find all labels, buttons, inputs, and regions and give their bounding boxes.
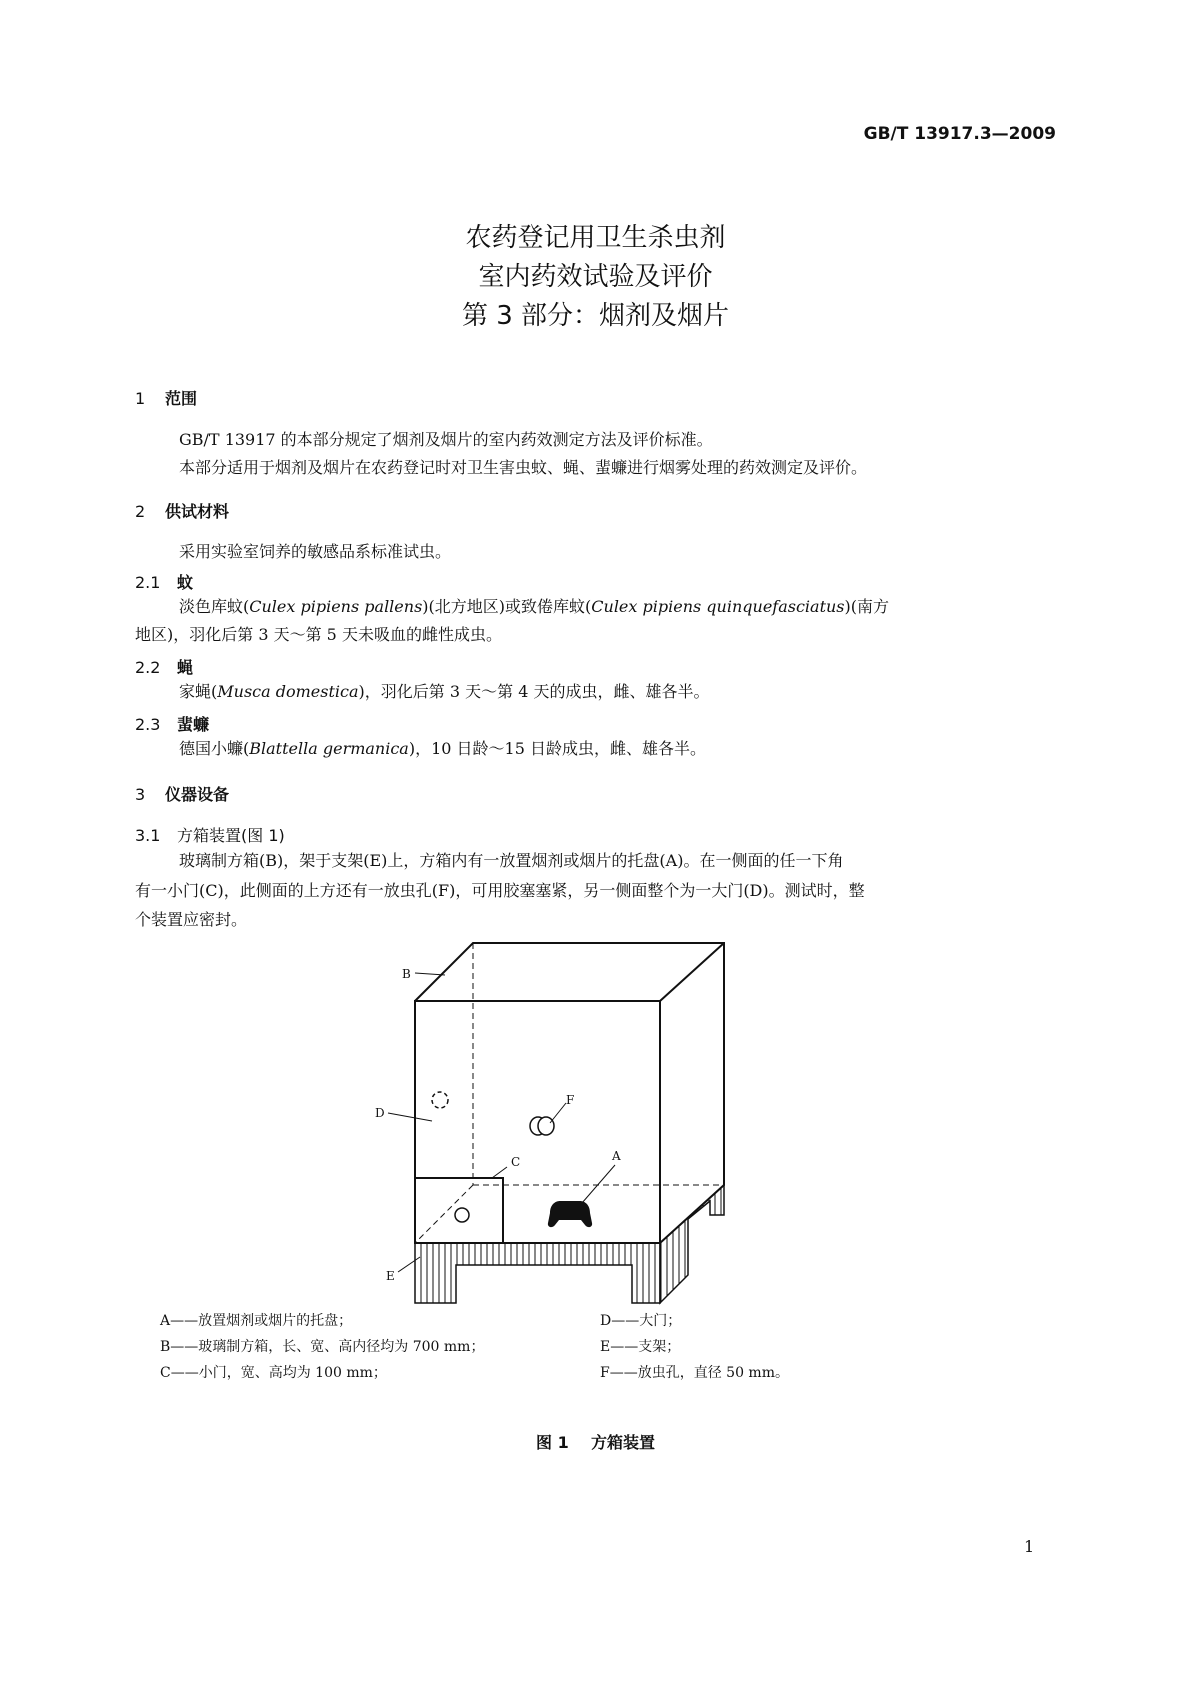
door-handle	[432, 1092, 448, 1108]
label-C: C	[511, 1155, 521, 1169]
section-3-1-heading	[135, 823, 285, 846]
section-3-1-line-1: 玻璃制方箱(B)，架于支架(E)上，方箱内有一放置烟剂或烟片的托盘(A)。在一侧面的任一下角	[179, 851, 844, 870]
section-3-1-line-2: 有一小门(C)，此侧面的上方还有一放虫孔(F)，可用胶塞塞紧，另一侧面整个为一大门(D)。测试时，整	[135, 881, 865, 900]
section-2-para-1: 采用实验室饲养的敏感品系标准试虫。	[179, 542, 452, 561]
label-F: F	[566, 1093, 575, 1107]
scientific-name: Culex pipiens pallens	[249, 597, 423, 616]
section-number: 2.2	[135, 658, 161, 677]
legend-C: C——小门，宽、高均为 100 mm；	[160, 1365, 387, 1381]
section-title: 范围	[165, 389, 198, 408]
section-2-1-heading	[135, 570, 193, 593]
section-1-para-1: GB/T 13917 的本部分规定了烟剂及烟片的室内药效测定方法及评价标准。	[179, 430, 713, 449]
section-2-1-para-cont: 地区)，羽化后第 3 天～第 5 天未吸血的雌性成虫。	[135, 625, 502, 644]
section-2-3-para: 德国小蠊(Blattella germanica)，10 日龄～15 日龄成虫，雌、雄各半。	[179, 739, 706, 758]
label-D: D	[375, 1106, 385, 1120]
standard-number: GB/T 13917.3—2009	[863, 124, 1056, 144]
section-title: 蝇	[177, 658, 194, 677]
section-number: 2	[135, 502, 146, 521]
title-line-1: 农药登记用卫生杀虫剂	[465, 223, 726, 253]
leader-lines	[388, 973, 615, 1272]
section-title: 方箱装置(图 1)	[177, 826, 285, 845]
insect-hole	[538, 1117, 554, 1135]
label-E: E	[386, 1269, 395, 1283]
section-number: 1	[135, 389, 146, 408]
section-number: 3	[135, 785, 146, 804]
section-title: 蜚蠊	[177, 715, 210, 734]
title-line-2: 室内药效试验及评价	[478, 262, 713, 292]
section-2-2-para: 家蝇(Musca domestica)，羽化后第 3 天～第 4 天的成虫，雌、雄各半。	[179, 682, 710, 701]
scientific-name: Blattella germanica	[249, 739, 409, 758]
legend-D: D——大门；	[600, 1313, 682, 1329]
label-B: B	[402, 967, 411, 981]
section-number: 2.1	[135, 573, 161, 592]
box-apparatus-figure	[370, 935, 770, 1310]
legend-F: F——放虫孔，直径 50 mm。	[600, 1365, 789, 1381]
section-title: 供试材料	[165, 502, 230, 521]
section-title: 仪器设备	[165, 785, 230, 804]
section-3-1-line-3: 个装置应密封。	[135, 910, 248, 929]
section-2-2-heading	[135, 655, 193, 678]
scientific-name: Musca domestica	[217, 682, 359, 701]
legend-E: E——支架；	[600, 1339, 681, 1355]
section-number: 2.3	[135, 715, 161, 734]
page-number: 1	[1024, 1537, 1035, 1556]
section-1-heading	[135, 386, 197, 409]
label-A: A	[612, 1149, 621, 1163]
figure-caption: 图 1 方箱装置	[536, 1433, 655, 1452]
section-1-para-2: 本部分适用于烟剂及烟片在农药登记时对卫生害虫蚊、蝇、蜚蠊进行烟雾处理的药效测定及评价。	[179, 458, 868, 477]
section-number: 3.1	[135, 826, 161, 845]
small-door	[415, 1178, 503, 1243]
section-3-heading	[135, 782, 229, 805]
scientific-name: Culex pipiens quinquefasciatus	[591, 597, 845, 616]
legend-A: A——放置烟剂或烟片的托盘；	[160, 1313, 353, 1329]
section-title: 蚊	[177, 573, 194, 592]
section-2-heading	[135, 499, 229, 522]
door-knob	[455, 1208, 469, 1222]
section-2-1-para: 淡色库蚊(Culex pipiens pallens)(北方地区)或致倦库蚊(Culex pipiens quinquefasciatus)(南方	[179, 597, 890, 616]
tray	[548, 1201, 592, 1227]
section-2-3-heading	[135, 712, 209, 735]
legend-B: B——玻璃制方箱，长、宽、高内径均为 700 mm；	[160, 1339, 485, 1355]
title-line-3: 第 3 部分：烟剂及烟片	[461, 301, 730, 331]
